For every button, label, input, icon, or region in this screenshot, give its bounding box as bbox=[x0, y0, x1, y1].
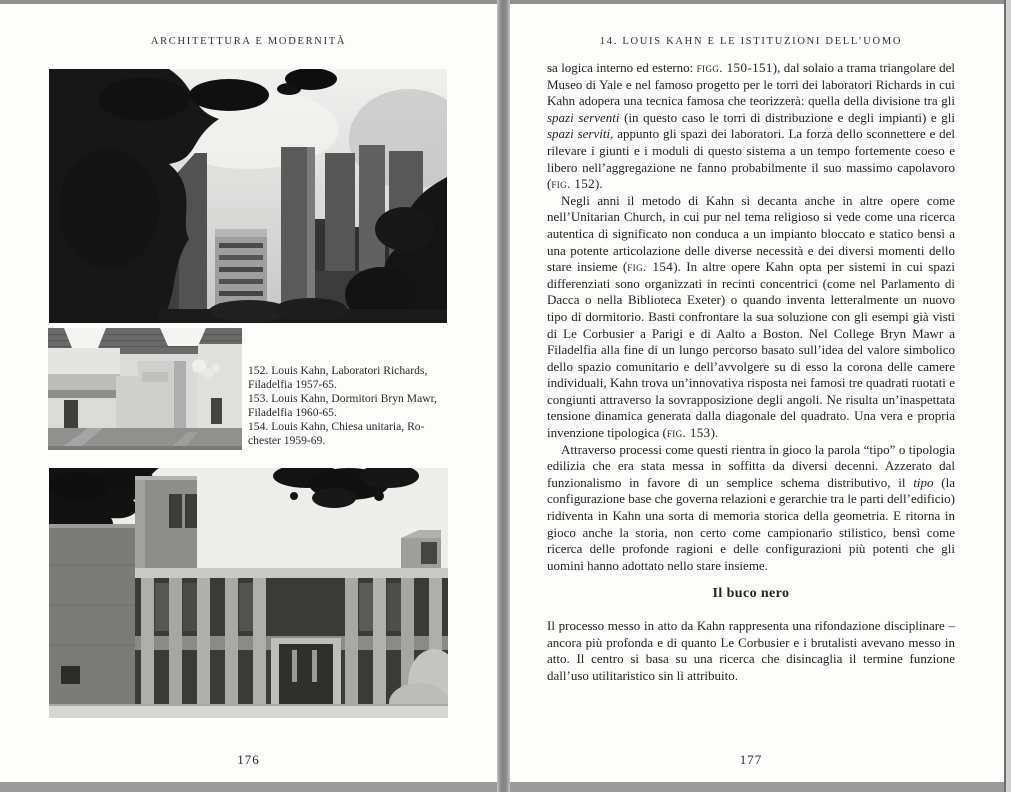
floor bbox=[48, 428, 242, 450]
caption-line: 153. Louis Kahn, Dormitori Bryn Mawr, bbox=[248, 391, 437, 405]
richards-laboratories-illustration bbox=[49, 69, 447, 323]
body-text-column bbox=[547, 60, 955, 684]
left-brick-wall bbox=[49, 524, 135, 718]
left-page bbox=[0, 0, 497, 792]
right-wall bbox=[192, 344, 242, 430]
scan-edge-right-sliver bbox=[1006, 0, 1011, 792]
running-header-left: ARCHITETTURA E MODERNITÀ bbox=[150, 36, 347, 47]
unitarian-church-illustration bbox=[49, 468, 448, 718]
paragraph: sa logica interno ed esterno: figg. 150-151), dal solaio a trama triangolare del Museo di Yale e nel famoso progetto per le torri dei laboratori Richards in cui Kahn adopera una tecnica famosa che teorizzerà: quella della divisione tra gli spazi serventi (in questo caso le torri di distribuzione e degli impianti) e gli spazi serviti, appunto gli spazi dei laboratori. La forza dello sconnettere e del rilevare i giunti e i moduli di questo sistema a un tempo fortemente coeso e libero nell’aggregazione ne fanno probabilmente il suo massimo capolavoro (fig. 152). bbox=[547, 60, 955, 192]
caption-line: 152. Louis Kahn, Laboratori Richards, bbox=[248, 364, 428, 377]
right-page bbox=[511, 0, 1004, 792]
paragraph: Attraverso processi come questi rientra in gioco la parola “tipo” o tipologia edilizia che era stata messa in soffitta da diversi decenni. Azzerato dal funzionalismo in favore di un semplice schema distributivo, il tipo (la configurazione base che governa relazioni e gerarchie tra le parti dell’edificio) ridiventa in Kahn una sorta di memoria storica della geometria. E ritorna in gioco anche la storia, non certo come campionario stilistico, bensì come ricerca delle profonde ragioni e delle configurazioni più potenti che gli uomini hanno adottato nello stare insieme. bbox=[547, 441, 955, 573]
page-number-left: 176 bbox=[237, 752, 260, 767]
small-window bbox=[61, 666, 80, 684]
figure-152-photo-richards-laboratories bbox=[49, 69, 447, 323]
page-gutter bbox=[497, 0, 510, 792]
paragraph: Il processo messo in atto da Kahn rappresenta una rifondazione disciplinare – ancora più profonda e di quanto Le Corbusier e i brutalisti avevano messo in atto. Il centro si basa su una ricerca che disincaglia il termine funzione dall’uso utilitaristico sin lì attribuito. bbox=[547, 618, 955, 683]
doorway-right bbox=[211, 398, 222, 424]
bryn-mawr-interior-illustration bbox=[48, 328, 242, 450]
skylight-right bbox=[160, 328, 206, 346]
caption-line: Filadelfia 1960-65. bbox=[248, 405, 337, 419]
entrance-doors bbox=[271, 638, 341, 706]
caption-line: Filadelfia 1957-65. bbox=[248, 377, 337, 391]
caption-line: chester 1959-69. bbox=[248, 433, 326, 447]
doorway-left bbox=[64, 400, 78, 428]
figure-captions bbox=[248, 364, 476, 447]
caption-line: 154. Louis Kahn, Chiesa unitaria, Ro- bbox=[248, 419, 425, 433]
brick-tower bbox=[135, 476, 197, 578]
section-heading: Il buco nero bbox=[712, 586, 790, 602]
figure-153-photo-bryn-mawr-interior bbox=[48, 328, 242, 450]
page-number-right: 177 bbox=[739, 752, 763, 767]
figure-154-photo-unitarian-church bbox=[49, 468, 448, 718]
paragraph: Negli anni il metodo di Kahn si decanta anche in altre opere come nell’Unitarian Church, in cui pur nel tema religioso si vede come una ricerca autentica di significato non conduca a un impianto bloccato e statico bensì a una potente articolazione delle diverse necessità e dei diversi momenti dello stare insieme (fig. 154). In altre opere Kahn opta per sistemi in cui spazi differenziati sono organizzati in recinti concentrici (come nel Parlamento di Dacca o nella Biblioteca Exeter) o quando inventa letteralmente un nuovo tipo di dormitorio. Basti confrontare la sua soluzione con gli esempi già visti di Le Corbusier a Parigi e di Aalto a Boston. Nel College Bryn Mawr a Filadelfia alla fine di un lungo percorso basato sull’idea del valore simbolico dello spazio comunitario e dell’avvolgere su di esso la corona delle camere individuali, Kahn trova un’innovativa risposta nei famosi tre quadrati ruotati e congiunti attraverso la sovrapposizione degli angoli. Ne risulta un’inaspettata tensione dinamica generata dalla diagonale del quadrato. Una vera e propria invenzione tipologica (fig. 153). bbox=[547, 192, 956, 441]
running-header-right: 14. LOUIS KAHN E LE ISTITUZIONI DELL’UOMO bbox=[599, 36, 903, 47]
roof-pavilion bbox=[401, 530, 441, 568]
